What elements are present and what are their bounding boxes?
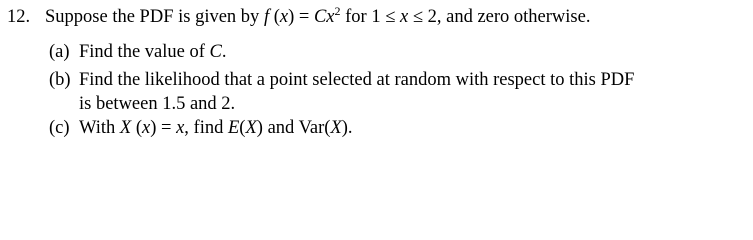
- part-label: (b): [49, 70, 71, 90]
- math-X: X: [330, 118, 342, 138]
- part-text: .: [221, 42, 227, 62]
- math-equals: ) =: [288, 7, 314, 27]
- problem-stem: [7, 6, 590, 28]
- part-text: is between 1.5 and 2.: [79, 94, 236, 114]
- math-C: C: [209, 42, 222, 62]
- stem-text: ≤ 2, and zero otherwise.: [408, 7, 591, 27]
- part-b: [49, 69, 634, 91]
- part-b-continuation: [79, 93, 235, 115]
- math-equals: ) =: [150, 118, 177, 138]
- math-x: x: [279, 7, 289, 27]
- part-label: (c): [49, 118, 70, 138]
- part-text: ) and Var(: [256, 118, 331, 138]
- part-text: Find the likelihood that a point selected at random with respect to this PDF: [79, 70, 635, 90]
- part-c: [49, 117, 353, 139]
- math-paren-open: (: [131, 118, 142, 138]
- part-text: With: [79, 118, 120, 138]
- math-f: f: [263, 7, 270, 27]
- math-E: E: [227, 118, 240, 138]
- stem-text: Suppose the PDF is given by: [45, 7, 264, 27]
- math-x: x: [326, 7, 335, 27]
- part-text: ).: [341, 118, 353, 138]
- part-label: (a): [49, 42, 70, 62]
- part-a: [49, 41, 226, 63]
- part-text: , find: [184, 118, 228, 138]
- problem-number: 12.: [7, 7, 31, 27]
- math-X: X: [119, 118, 132, 138]
- math-paren-open: (: [269, 7, 280, 27]
- math-X: X: [245, 118, 257, 138]
- math-x: x: [400, 7, 409, 27]
- math-x: x: [176, 118, 185, 138]
- math-C: C: [313, 7, 327, 27]
- math-exponent: 2: [334, 4, 341, 18]
- math-x: x: [142, 118, 151, 138]
- stem-text: for 1 ≤: [340, 7, 400, 27]
- part-text: Find the value of: [79, 42, 210, 62]
- math-paren-open: (: [239, 118, 246, 138]
